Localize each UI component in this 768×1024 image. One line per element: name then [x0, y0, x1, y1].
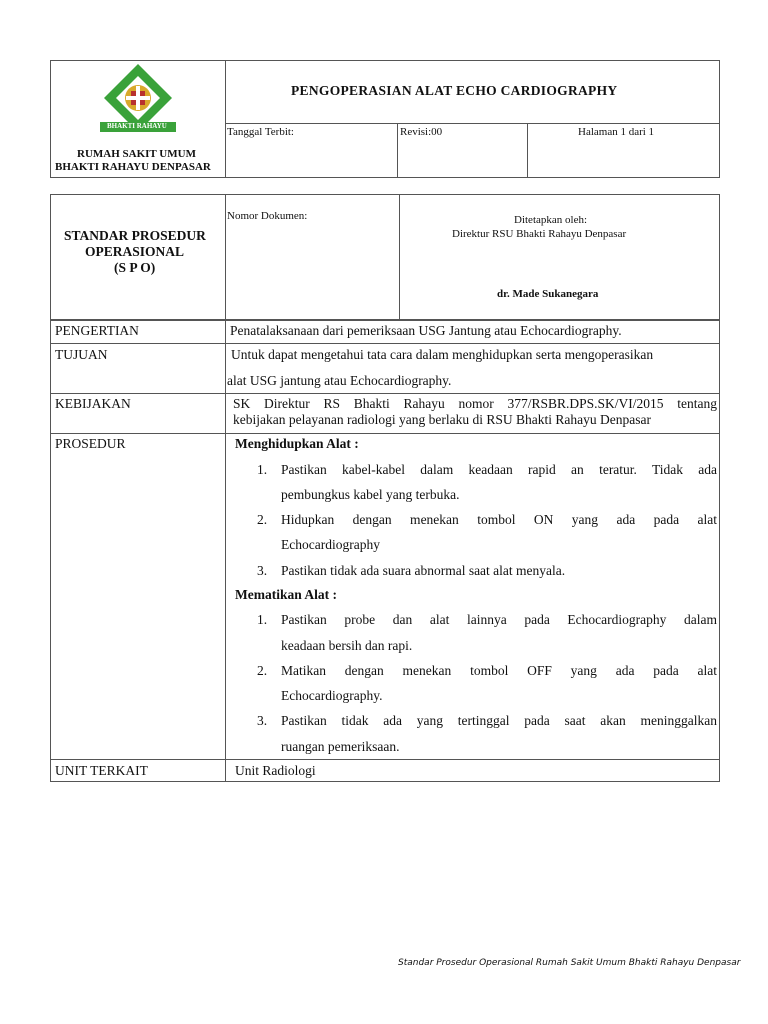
tanggal-terbit-label: Tanggal Terbit:: [227, 126, 294, 138]
prosedur-label: PROSEDUR: [55, 436, 126, 451]
pengertian-label: PENGERTIAN: [55, 323, 139, 338]
step-text-continued: pembungkus kabel yang terbuka.: [281, 487, 460, 502]
document-title: PENGOPERASIAN ALAT ECHO CARDIOGRAPHY: [291, 83, 618, 98]
spo-title-line1: STANDAR PROSEDUR: [64, 228, 206, 243]
label-column-divider: [225, 320, 226, 782]
step-text: Pastikan tidak ada suara abnormal saat alat menyala.: [281, 563, 566, 578]
unit-terkait-label: UNIT TERKAIT: [55, 763, 148, 778]
direktur-label: Direktur RSU Bhakti Rahayu Denpasar: [452, 228, 627, 240]
ditetapkan-label: Ditetapkan oleh:: [514, 214, 588, 226]
tujuan-text-line2: alat USG jantung atau Echocardiography.: [227, 373, 452, 388]
kebijakan-text-line1: SK Direktur RS Bhakti Rahayu nomor 377/RSBR.DPS.SK/VI/2015 tentang: [233, 396, 717, 411]
step-number: 1.: [257, 612, 268, 627]
kebijakan-text-line2: kebijakan pelayanan radiologi yang berlaku di RSU Bhakti Rahayu Denpasar: [233, 412, 652, 427]
halaman-label: Halaman 1 dari 1: [578, 126, 655, 138]
step-text: Matikan dengan menekan tombol OFF yang ada pada alat: [281, 663, 717, 678]
step-text: Pastikan kabel-kabel dalam keadaan rapid an teratur. Tidak ada: [281, 462, 717, 477]
step-text-continued: Echocardiography: [281, 537, 380, 552]
logo-text: BHAKTI RAHAYU: [104, 122, 170, 130]
tujuan-label: TUJUAN: [55, 347, 108, 362]
tujuan-text-line1: Untuk dapat mengetahui tata cara dalam menghidupkan serta mengoperasikan: [231, 347, 654, 362]
step-text-continued: keadaan bersih dan rapi.: [281, 638, 413, 653]
page-footer: Standar Prosedur Operasional Rumah Sakit Umum Bhakti Rahayu Denpasar: [398, 958, 741, 968]
step-text-continued: Echocardiography.: [281, 688, 383, 703]
mematikan-heading: Mematikan Alat :: [235, 587, 337, 602]
spo-title-line2: OPERASIONAL: [85, 244, 185, 259]
step-number: 3.: [257, 563, 268, 578]
step-number: 3.: [257, 713, 268, 728]
step-number: 1.: [257, 462, 268, 477]
nomor-dokumen-label: Nomor Dokumen:: [227, 210, 308, 222]
row-divider: [50, 343, 720, 344]
unit-terkait-text: Unit Radiologi: [235, 763, 316, 778]
row-divider: [50, 759, 720, 760]
kebijakan-label: KEBIJAKAN: [55, 396, 131, 411]
signer-name: dr. Made Sukanegara: [497, 288, 599, 300]
step-text-continued: ruangan pemeriksaan.: [281, 739, 400, 754]
step-number: 2.: [257, 663, 268, 678]
pengertian-text: Penatalaksanaan dari pemeriksaan USG Jantung atau Echocardiography.: [230, 323, 622, 338]
row-divider: [50, 393, 720, 394]
row-divider: [50, 433, 720, 434]
hospital-name-line1: RUMAH SAKIT UMUM: [77, 148, 196, 160]
revisi-label: Revisi:00: [400, 126, 443, 138]
step-text: Hidupkan dengan menekan tombol ON yang ada pada alat: [281, 512, 717, 527]
step-text: Pastikan probe dan alat lainnya pada Echocardiography dalam: [281, 612, 717, 627]
hospital-name-line2: BHAKTI RAHAYU DENPASAR: [55, 161, 211, 173]
spo-title-line3: (S P O): [114, 260, 156, 275]
step-text: Pastikan tidak ada yang tertinggal pada saat akan meninggalkan: [281, 713, 717, 728]
menghidupkan-heading: Menghidupkan Alat :: [235, 436, 359, 451]
step-number: 2.: [257, 512, 268, 527]
